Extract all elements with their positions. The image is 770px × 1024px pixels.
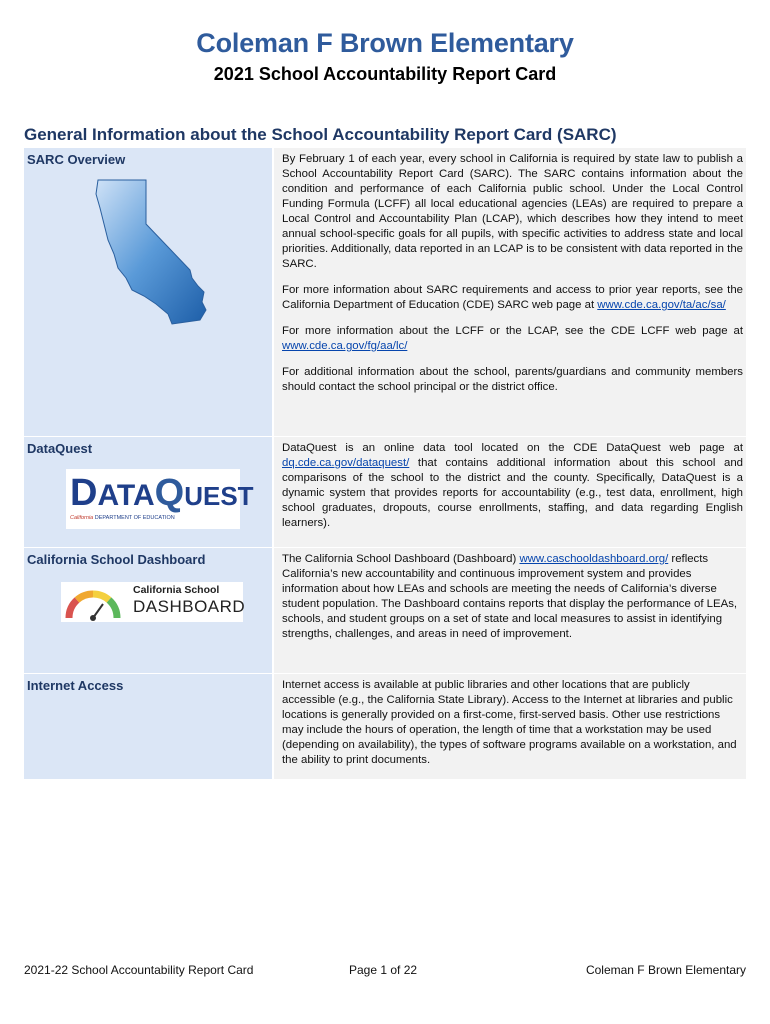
dataquest-text-cell bbox=[274, 437, 746, 547]
dataquest-logo bbox=[66, 469, 254, 529]
dashboard-text-after: reflects California’s new accountability and continuous improvement system and provides information about how LEAs and schools are meeting the needs of California’s diverse student population. The Dashboard contains reports that display the performance of LEAs, schools, and student groups on a set of state and local measures to assist in identifying strengths, challenges, and areas in need of improvement. bbox=[282, 553, 738, 640]
cde-lcff-link[interactable]: www.cde.ca.gov/fg/aa/lc/ bbox=[282, 340, 408, 352]
footer-left: 2021-22 School Accountability Report Card bbox=[24, 963, 254, 977]
footer-page-number: Page 1 of 22 bbox=[349, 963, 418, 977]
dataquest-logo-ata: ATA bbox=[97, 479, 155, 512]
lcff-info-text: For more information about the LCFF or the LCAP, see the CDE LCFF web page at bbox=[282, 325, 743, 337]
section-heading: General Information about the School Accountability Report Card (SARC) bbox=[24, 125, 617, 144]
sarc-requirements-text: For more information about SARC requirements and access to prior year reports, see the California Department of Education (CDE) SARC web page at bbox=[282, 284, 743, 311]
dashboard-label-cell bbox=[24, 548, 274, 673]
dataquest-logo-subtitle bbox=[70, 515, 175, 521]
school-name-title: Coleman F Brown Elementary bbox=[196, 28, 574, 58]
dashboard-gauge-icon bbox=[63, 584, 123, 622]
sarc-info-table bbox=[24, 148, 746, 780]
sarc-overview-paragraph-1: By February 1 of each year, every school in California is required by state law to publish a School Accountability Report Card (SARC). The SARC contains information about the condition and performance of each California public school. Under the Local Control Funding Formula (LCFF) all local educational agencies (LEAs) are required to prepare a Local Control and Accountability Plan (LCAP), which describes how they intend to meet annual school-specific goals for all pupils, with specific activities to address state and local priorities. Additionally, data reported in an LCAP is to be consistent with data reported in the SARC. bbox=[282, 153, 743, 270]
dataquest-text-before: DataQuest is an online data tool located on the CDE DataQuest web page at bbox=[282, 442, 743, 454]
dashboard-link[interactable]: www.caschooldashboard.org/ bbox=[519, 553, 669, 565]
row-internet-access bbox=[24, 674, 746, 780]
dataquest-logo-california: California bbox=[70, 515, 94, 521]
footer-right: Coleman F Brown Elementary bbox=[585, 963, 746, 977]
dataquest-label-cell bbox=[24, 437, 274, 547]
cde-sarc-link[interactable]: www.cde.ca.gov/ta/ac/sa/ bbox=[597, 299, 726, 311]
internet-access-paragraph: Internet access is available at public libraries and other locations that are publicly accessible (e.g., the California State Library). Access to the Internet at libraries and public locations is generally provided on a first-come, first-served basis. Other use restrictions may include the hours of operation, the length of time that a workstation may be used (depending on availability), the types of software programs available on a workstation, and the ability to print documents. bbox=[282, 679, 737, 766]
row-dataquest bbox=[24, 437, 746, 548]
dashboard-text-before: The California School Dashboard (Dashboard) bbox=[282, 553, 520, 565]
dashboard-text-cell bbox=[274, 548, 746, 673]
dataquest-paragraph bbox=[282, 441, 743, 531]
sarc-overview-label: SARC Overview bbox=[27, 152, 126, 167]
dashboard-logo-line2: DASHBOARD bbox=[133, 597, 246, 616]
sarc-overview-label-cell bbox=[24, 148, 274, 436]
dataquest-logo-q: Q bbox=[154, 472, 185, 514]
dataquest-link[interactable]: dq.cde.ca.gov/dataquest/ bbox=[282, 457, 410, 469]
report-title: 2021 School Accountability Report Card bbox=[213, 64, 557, 84]
dataquest-logo-d: D bbox=[70, 472, 98, 514]
dashboard-label: California School Dashboard bbox=[27, 552, 206, 567]
dashboard-paragraph bbox=[282, 552, 743, 642]
dataquest-text-after: that contains additional information about this school and comparisons of the school to the district and the county. Specifically, DataQuest is a dynamic system that provides reports for accountability (e.g., test data, enrollment, high school graduates, dropouts, course enrollments, staffing, and data regarding English learners). bbox=[282, 457, 743, 529]
internet-access-label-cell bbox=[24, 674, 274, 779]
dataquest-logo-uest: UEST bbox=[184, 481, 254, 511]
row-sarc-overview bbox=[24, 148, 746, 437]
internet-access-text-cell bbox=[274, 674, 746, 779]
dataquest-logo-dept: DEPARTMENT OF EDUCATION bbox=[94, 515, 175, 521]
sarc-overview-paragraph-4: For additional information about the school, parents/guardians and community members should contact the school principal or the district office. bbox=[282, 366, 743, 393]
internet-access-label: Internet Access bbox=[27, 678, 124, 693]
sarc-overview-paragraph-2 bbox=[282, 283, 743, 313]
dashboard-logo-line1: California School bbox=[133, 584, 220, 596]
dataquest-label: DataQuest bbox=[27, 441, 93, 456]
sarc-overview-text-cell bbox=[274, 148, 746, 436]
california-map-icon bbox=[94, 178, 212, 328]
row-dashboard bbox=[24, 548, 746, 674]
dashboard-logo bbox=[61, 582, 246, 622]
sarc-overview-paragraph-3 bbox=[282, 324, 743, 354]
